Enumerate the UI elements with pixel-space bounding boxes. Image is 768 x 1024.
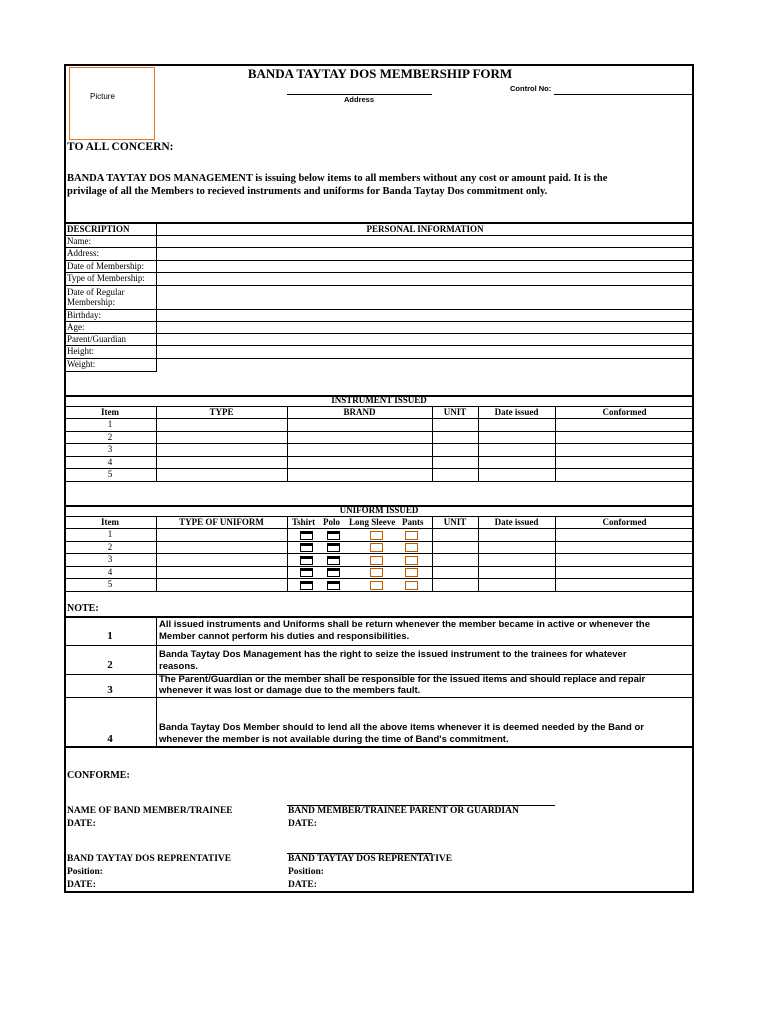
- note-1-line-2: Member cannot perform his duties and responsibilities.: [159, 631, 410, 642]
- divider: [156, 406, 157, 481]
- uni-col-pants: Pants: [402, 517, 424, 527]
- inst-col-type: TYPE: [209, 407, 234, 417]
- col-personal-info: PERSONAL INFORMATION: [366, 224, 484, 234]
- inst-row-5: 5: [107, 469, 113, 479]
- uni-col-conformed: Conformed: [602, 517, 647, 527]
- date-of-regular-membership-input[interactable]: [157, 286, 693, 308]
- divider: [432, 406, 433, 481]
- divider: [432, 516, 433, 591]
- note-2-line-1: Banda Taytay Dos Management has the right to seize the issued instrument to the trainees for whatever: [159, 649, 627, 660]
- field-date-of-regular: Date of Regular: [67, 287, 125, 297]
- divider: [64, 566, 694, 567]
- col-description: DESCRIPTION: [67, 224, 130, 234]
- divider: [64, 578, 694, 579]
- picture-label: Picture: [90, 92, 115, 101]
- uni-col-type: TYPE OF UNIFORM: [179, 517, 264, 527]
- tshirt-checkbox[interactable]: [300, 556, 313, 565]
- polo-checkbox[interactable]: [327, 543, 340, 552]
- divider: [287, 406, 288, 481]
- divider: [64, 371, 156, 372]
- inst-col-date-issued: Date issued: [494, 407, 539, 417]
- divider: [156, 616, 157, 747]
- picture-box[interactable]: [69, 67, 155, 140]
- rep-position-right: Position:: [288, 867, 324, 877]
- divider: [64, 456, 694, 457]
- rep-date-right: DATE:: [288, 880, 317, 890]
- note-number-2: 2: [107, 659, 113, 671]
- field-parent-guardian: Parent/Guardian: [67, 334, 126, 344]
- form-title: BANDA TAYTAY DOS MEMBERSHIP FORM: [247, 66, 513, 81]
- divider: [64, 645, 694, 646]
- height-input[interactable]: [157, 346, 693, 357]
- polo-checkbox[interactable]: [327, 568, 340, 577]
- intro-line-1: BANDA TAYTAY DOS MANAGEMENT is issuing below items to all members without any cost or amount paid. It is the: [67, 173, 608, 184]
- pants-checkbox[interactable]: [405, 556, 418, 565]
- uni-row-3: 3: [107, 554, 113, 564]
- note-3-line-1: The Parent/Guardian or the member shall be responsible for the issued items and should replace and repair: [159, 674, 646, 685]
- field-weight: Weight:: [67, 359, 96, 369]
- control-no-label: Control No:: [510, 84, 552, 93]
- divider: [64, 528, 694, 529]
- divider: [64, 616, 694, 618]
- address-label: Address: [344, 95, 375, 104]
- weight-input[interactable]: [157, 359, 693, 371]
- note-label: NOTE:: [67, 603, 99, 614]
- divider: [156, 516, 157, 591]
- divider: [64, 697, 694, 698]
- pants-checkbox[interactable]: [405, 568, 418, 577]
- divider: [64, 746, 694, 748]
- field-age: Age:: [67, 322, 85, 332]
- polo-checkbox[interactable]: [327, 531, 340, 540]
- pants-checkbox[interactable]: [405, 543, 418, 552]
- field-birthday: Birthday:: [67, 310, 101, 320]
- tshirt-checkbox[interactable]: [300, 581, 313, 590]
- field-address: Address:: [67, 248, 99, 258]
- note-number-1: 1: [107, 630, 113, 642]
- member-name-label: NAME OF BAND MEMBER/TRAINEE: [67, 806, 233, 816]
- note-2-line-2: reasons.: [159, 661, 199, 672]
- instrument-section-title: INSTRUMENT ISSUED: [331, 395, 427, 405]
- uni-row-2: 2: [107, 542, 113, 552]
- field-membership: Membership:: [67, 297, 115, 307]
- note-number-3: 3: [107, 684, 113, 696]
- long-sleeve-checkbox[interactable]: [370, 543, 383, 552]
- field-height: Height:: [67, 346, 94, 356]
- field-type-of-membership: Type of Membership:: [67, 273, 145, 283]
- field-name: Name:: [67, 236, 91, 246]
- note-4-line-2: whenever the member is not available during the time of Band's commitment.: [159, 734, 509, 745]
- inst-col-brand: BRAND: [343, 407, 376, 417]
- divider: [64, 431, 694, 432]
- address-input[interactable]: [157, 248, 693, 259]
- note-1-line-1: All issued instruments and Uniforms shall be return whenever the member became in active or whenever the: [159, 619, 650, 630]
- uniform-section-title: UNIFORM ISSUED: [339, 505, 419, 515]
- inst-col-unit: UNIT: [443, 407, 467, 417]
- birthday-input[interactable]: [157, 310, 693, 321]
- inst-row-1: 1: [107, 419, 113, 429]
- uni-row-4: 4: [107, 567, 113, 577]
- divider: [555, 516, 556, 591]
- long-sleeve-checkbox[interactable]: [370, 568, 383, 577]
- age-input[interactable]: [157, 322, 693, 333]
- rep-position-left: Position:: [67, 867, 103, 877]
- tshirt-checkbox[interactable]: [300, 568, 313, 577]
- divider: [64, 418, 694, 419]
- long-sleeve-checkbox[interactable]: [370, 531, 383, 540]
- uni-row-1: 1: [107, 529, 113, 539]
- inst-row-4: 4: [107, 457, 113, 467]
- inst-col-item: Item: [101, 407, 119, 417]
- intro-line-2: privilage of all the Members to recieved instruments and uniforms for Banda Taytay Dos commitment only.: [67, 186, 548, 197]
- divider: [478, 516, 479, 591]
- inst-row-3: 3: [107, 444, 113, 454]
- divider: [64, 541, 694, 542]
- name-input[interactable]: [157, 236, 693, 247]
- divider: [287, 516, 288, 591]
- salutation: TO ALL CONCERN:: [67, 141, 174, 153]
- polo-checkbox[interactable]: [327, 556, 340, 565]
- uni-col-unit: UNIT: [443, 517, 467, 527]
- parent-label: BAND MEMBER/TRAINEE PARENT OR GUARDIAN: [288, 806, 519, 816]
- divider: [64, 481, 694, 482]
- note-number-4: 4: [107, 733, 113, 745]
- parent-guardian-input[interactable]: [157, 334, 693, 345]
- polo-checkbox[interactable]: [327, 581, 340, 590]
- pants-checkbox[interactable]: [405, 581, 418, 590]
- long-sleeve-checkbox[interactable]: [370, 581, 383, 590]
- field-date-of-membership: Date of Membership:: [67, 261, 144, 271]
- tshirt-checkbox[interactable]: [300, 543, 313, 552]
- control-no-field[interactable]: [554, 94, 693, 95]
- rep-date-left: DATE:: [67, 880, 96, 890]
- divider: [64, 591, 694, 592]
- type-of-membership-input[interactable]: [157, 273, 693, 284]
- divider: [64, 553, 694, 554]
- member-date-label: DATE:: [67, 819, 96, 829]
- tshirt-checkbox[interactable]: [300, 531, 313, 540]
- divider: [64, 443, 694, 444]
- conforme-label: CONFORME:: [67, 770, 130, 781]
- uni-col-polo: Polo: [323, 517, 340, 527]
- note-3-line-2: whenever it was lost or damage due to the members fault.: [159, 685, 421, 696]
- long-sleeve-checkbox[interactable]: [370, 556, 383, 565]
- uni-row-5: 5: [107, 579, 113, 589]
- uni-col-item: Item: [101, 517, 119, 527]
- uni-col-tshirt: Tshirt: [292, 517, 316, 527]
- rep-label-right: BAND TAYTAY DOS REPRENTATIVE: [288, 854, 453, 864]
- pants-checkbox[interactable]: [405, 531, 418, 540]
- note-4-line-1: Banda Taytay Dos Member should to lend all the above items whenever it is deemed needed by the Band or: [159, 722, 644, 733]
- date-of-membership-input[interactable]: [157, 261, 693, 272]
- inst-row-2: 2: [107, 432, 113, 442]
- parent-date-label: DATE:: [288, 819, 317, 829]
- divider: [64, 468, 694, 469]
- rep-label-left: BAND TAYTAY DOS REPRENTATIVE: [67, 854, 232, 864]
- divider: [555, 406, 556, 481]
- inst-col-conformed: Conformed: [602, 407, 647, 417]
- uni-col-date-issued: Date issued: [494, 517, 539, 527]
- uni-col-long-sleeve: Long Sleeve: [349, 517, 396, 527]
- divider: [478, 406, 479, 481]
